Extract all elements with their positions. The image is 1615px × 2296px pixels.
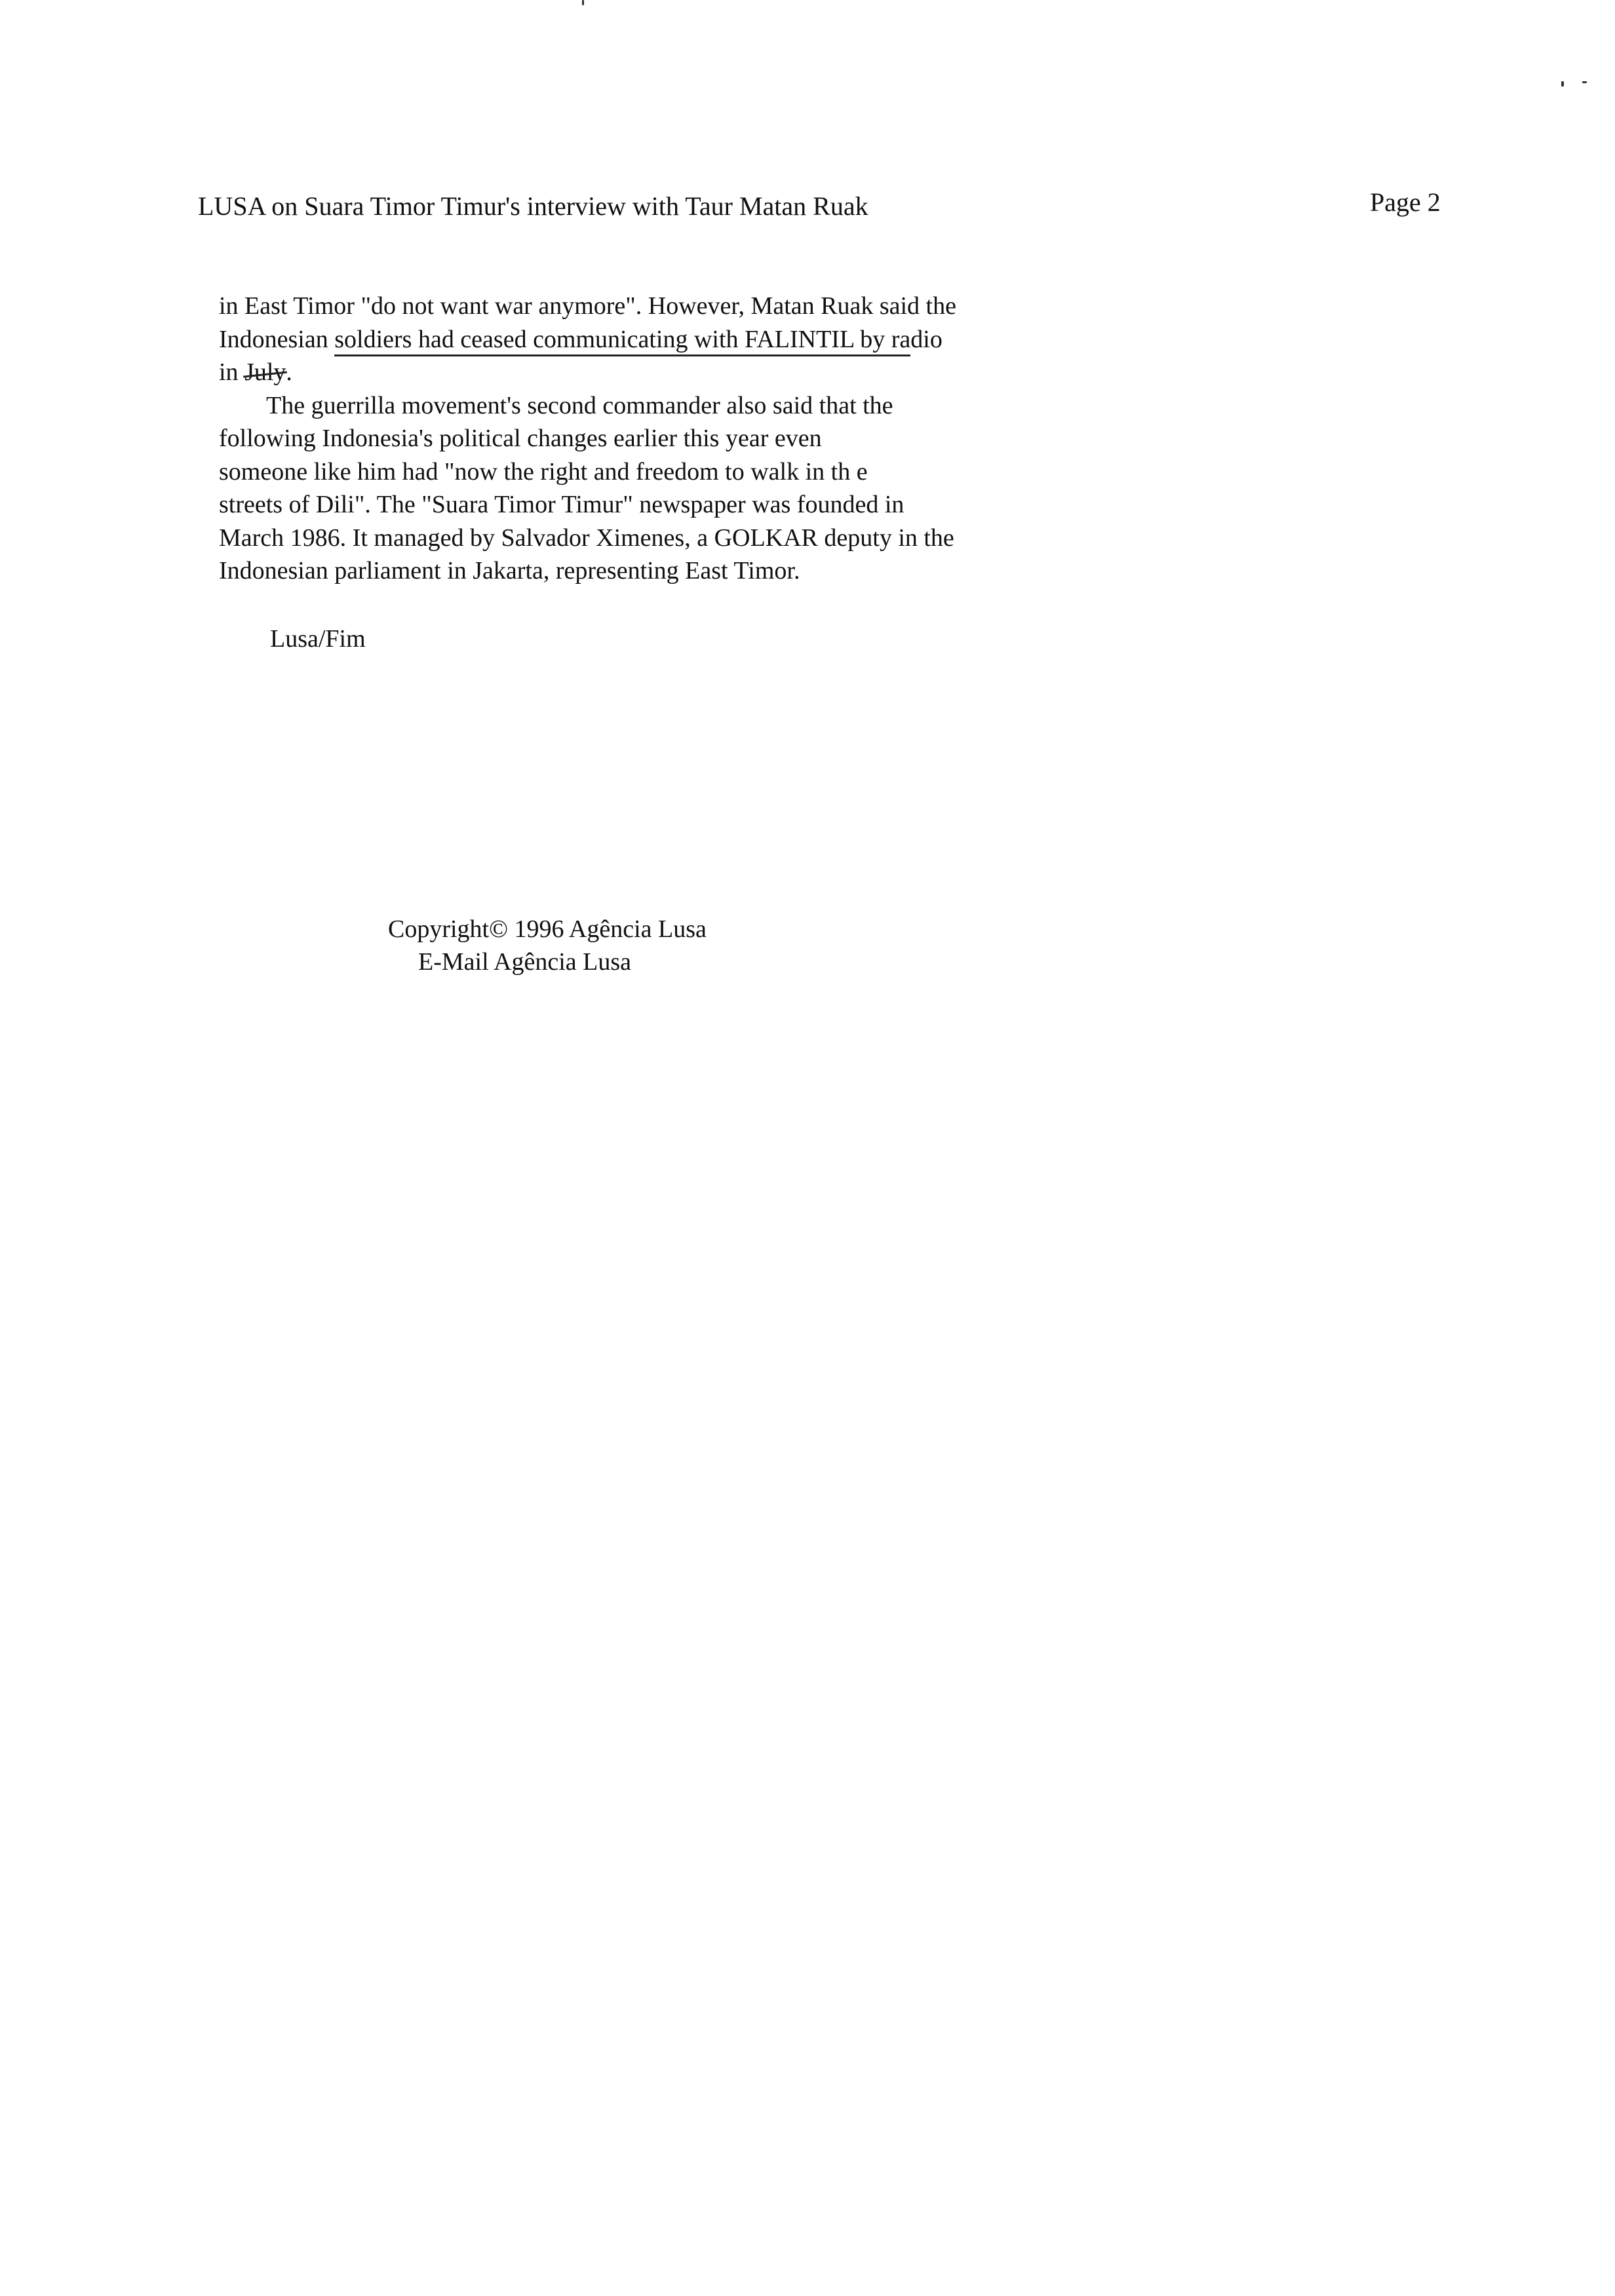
body-line: someone like him had "now the right and freedom to walk in th e [219,457,868,486]
copyright-line: Copyright© 1996 Agência Lusa [388,915,707,943]
body-line: in East Timor "do not want war anymore". However, Matan Ruak said the [219,292,956,320]
copyright-block [388,913,707,978]
handwritten-underline: soldiers had ceased communicating with FALINTIL by ra [334,326,910,356]
scan-speck [582,0,584,5]
struck-through-word: July [244,358,286,386]
signoff: Lusa/Fim [270,625,366,653]
text-segment: Indonesian [219,325,335,353]
page-header-title: LUSA on Suara Timor Timur's interview with Taur Matan Ruak [198,191,868,221]
body-line: March 1986. It managed by Salvador Ximenes, a GOLKAR deputy in the [219,524,954,552]
body-line: Indonesian parliament in Jakarta, representing East Timor. [219,557,800,584]
article-body [219,290,1110,588]
text-segment: in [219,358,245,386]
body-line: streets of Dili". The "Suara Timor Timur" newspaper was founded in [219,491,905,518]
text-segment: dio [910,325,943,353]
body-line: following Indonesia's political changes earlier this year even [219,425,822,452]
scan-speck [1582,81,1587,83]
text-segment: . [286,358,292,386]
body-line [219,356,1110,389]
scan-speck [1561,81,1564,86]
body-line [219,323,1110,356]
email-line: E-Mail Agência Lusa [418,948,632,976]
page-number: Page 2 [1370,187,1441,217]
body-line: The guerrilla movement's second commander also said that the [266,391,893,419]
